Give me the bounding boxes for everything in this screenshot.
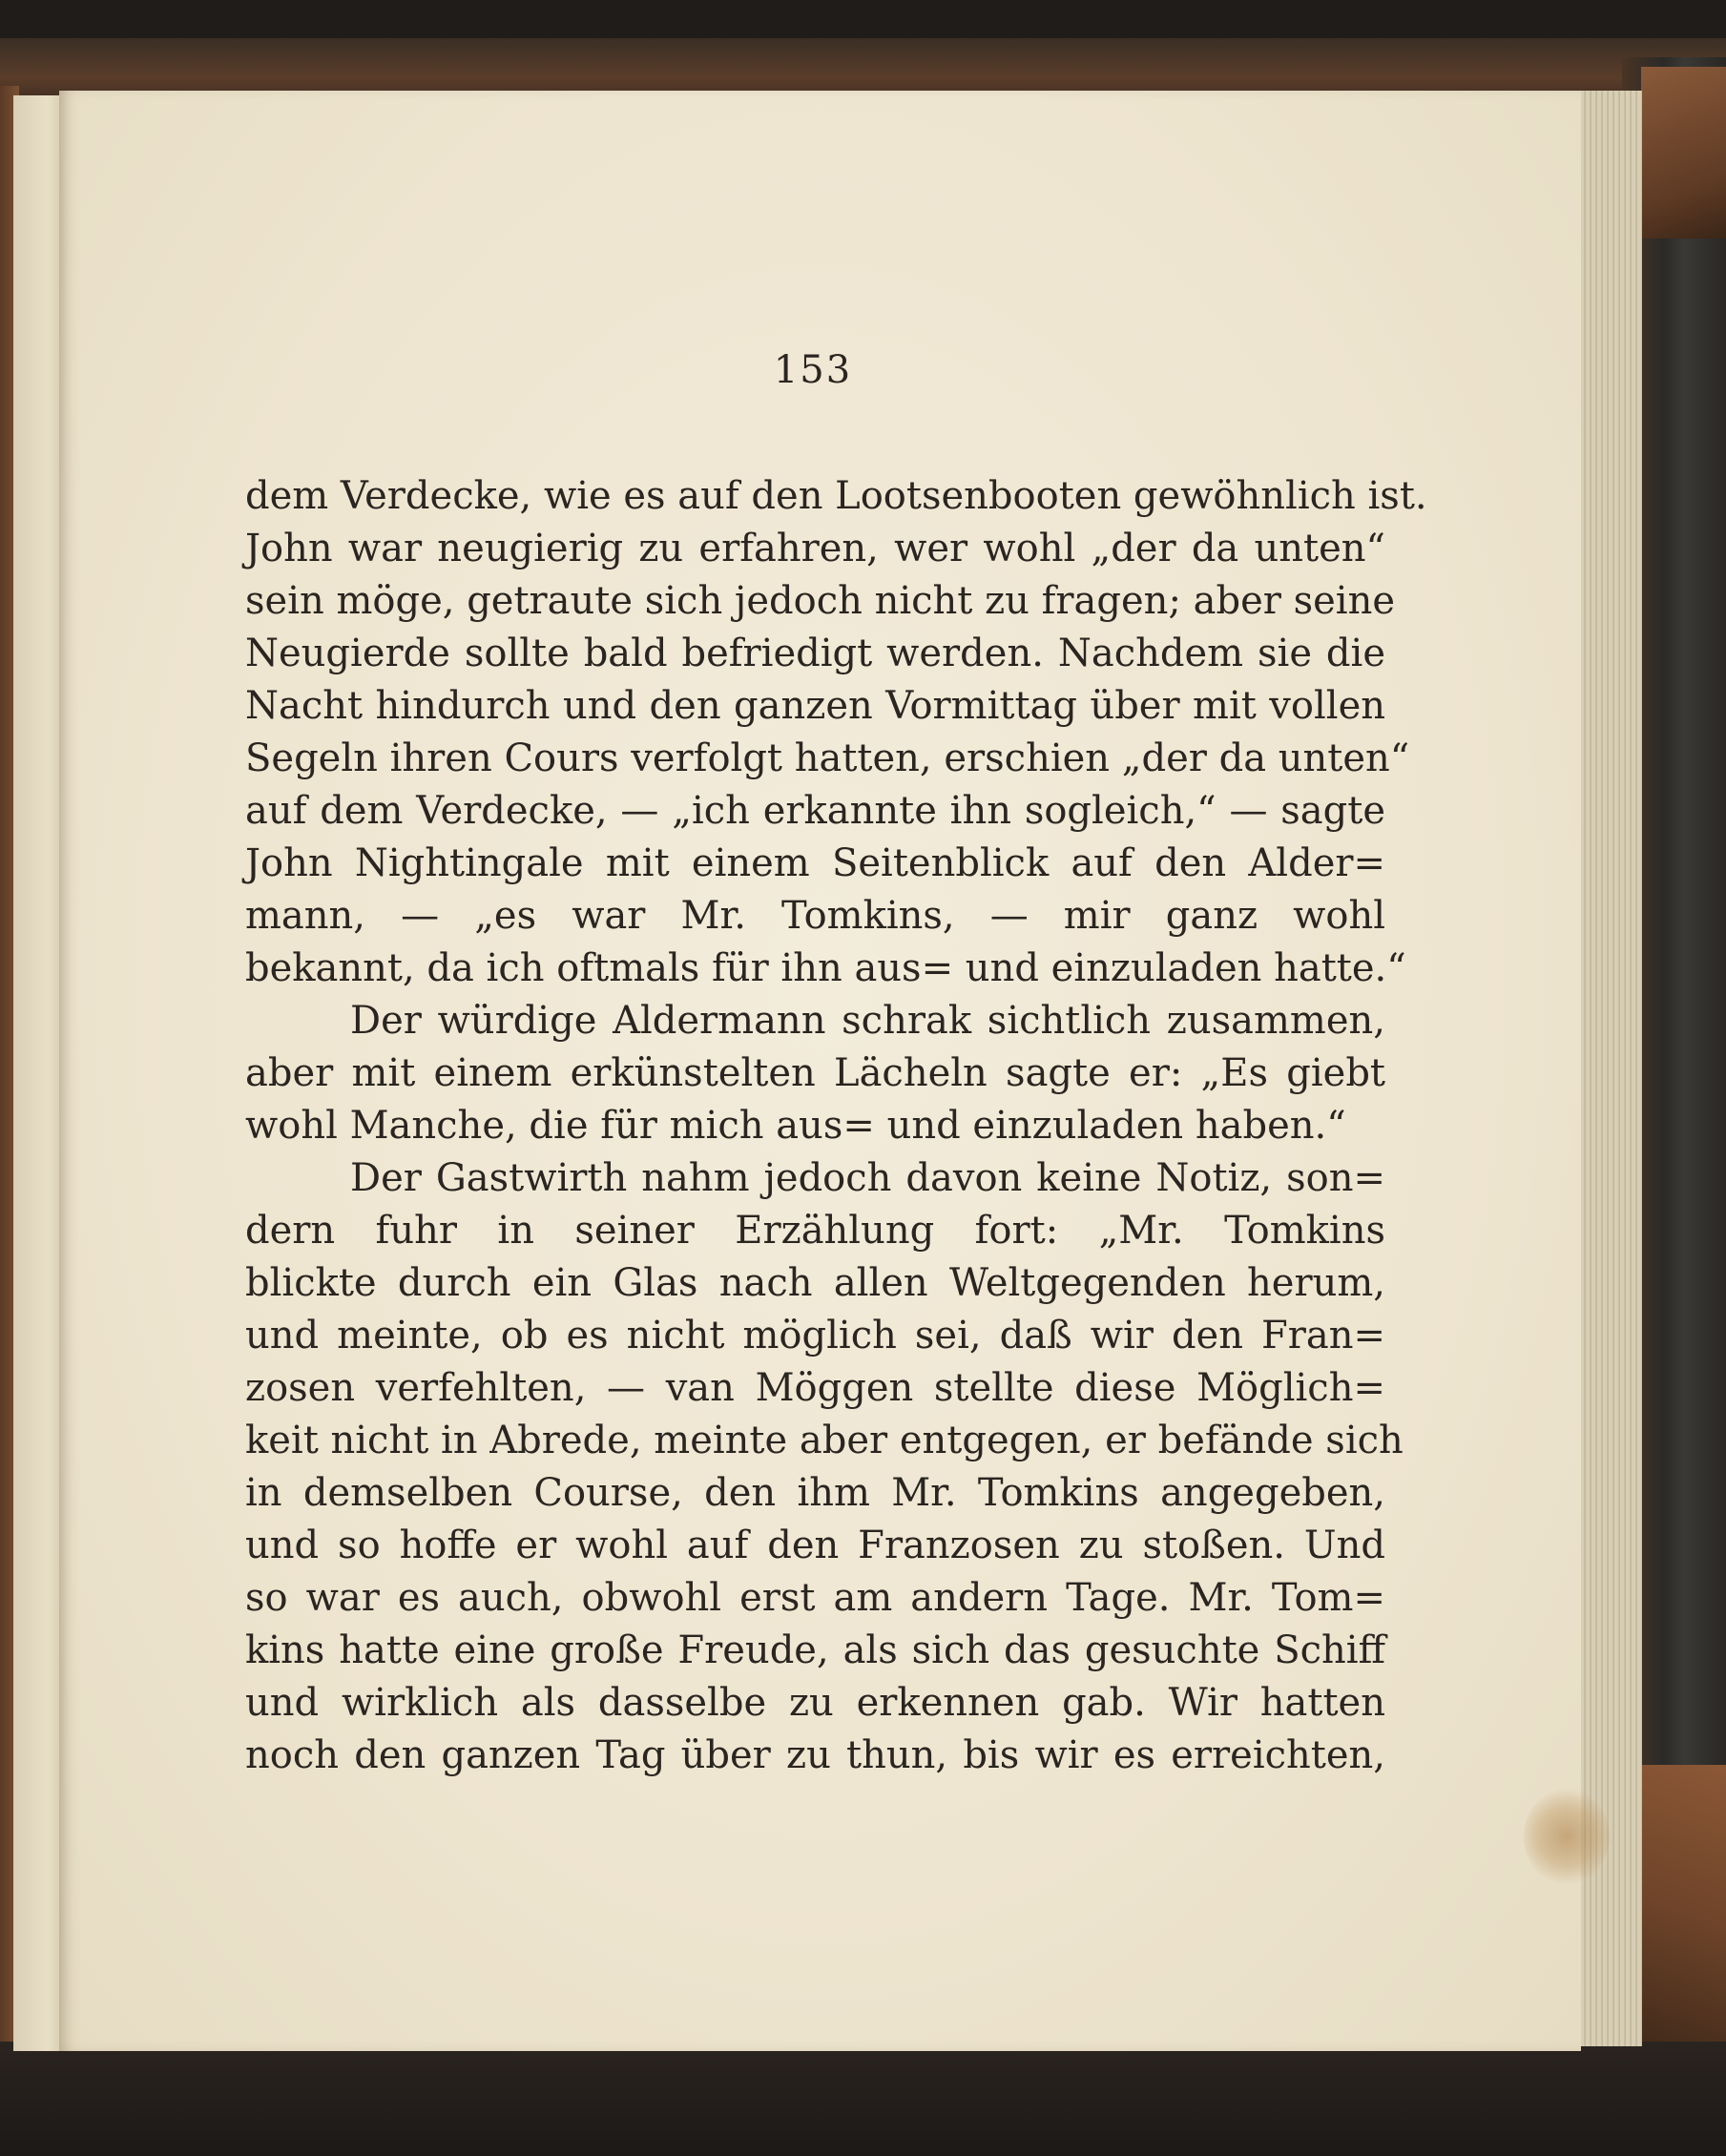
text-line: keit nicht in Abrede, meinte aber entgegen, er befände sich [245,1419,1404,1462]
text-line: mann, — „es war Mr. Tomkins, — mir ganz wohl [245,894,1385,938]
text-line: auf dem Verdecke, — „ich erkannte ihn sogleich,“ — sagte [245,789,1385,833]
text-line: zosen verfehlten, — van Möggen stellte diese Möglich= [245,1366,1385,1410]
page-stack-edges [1574,91,1642,2046]
book-cover-bottom-edge [0,2042,1726,2156]
text-line: und so hoffe er wohl auf den Franzosen zu stoßen. Und [245,1524,1385,1567]
text-line: Segeln ihren Cours verfolgt hatten, erschien „der da unten“ [245,736,1410,780]
text-line: dern fuhr in seiner Erzählung fort: „Mr. Tomkins [245,1209,1385,1253]
text-line: und wirklich als dasselbe zu erkennen gab. Wir hatten [245,1681,1385,1725]
text-line: blickte durch ein Glas nach allen Weltgegenden herum, [245,1261,1385,1305]
text-line: Nacht hindurch und den ganzen Vormittag über mit vollen [245,684,1385,728]
text-line: bekannt, da ich oftmals für ihn aus= und einzuladen hatte.“ [245,946,1406,990]
leather-corner-top [1641,67,1726,238]
text-line: dem Verdecke, wie es auf den Lootsenbooten gewöhnlich ist. [245,474,1427,518]
text-line: wohl Manche, die für mich aus= und einzuladen haben.“ [245,1104,1346,1148]
foxing-stain [1524,1789,1610,1884]
text-line: John war neugierig zu erfahren, wer wohl „der da unten“ [245,527,1385,570]
text-line: Der Gastwirth nahm jedoch davon keine Notiz, son= [350,1156,1385,1200]
text-line: so war es auch, obwohl erst am andern Tage. Mr. Tom= [245,1576,1385,1620]
text-line: kins hatte eine große Freude, als sich das gesuchte Schiff [245,1628,1385,1672]
text-line: John Nightingale mit einem Seitenblick auf den Alder= [245,841,1385,885]
text-line: Neugierde sollte bald befriedigt werden. Nachdem sie die [245,632,1385,675]
text-line: in demselben Course, den ihm Mr. Tomkins angegeben, [245,1471,1385,1515]
body-text [245,470,1427,1782]
text-line: sein möge, getraute sich jedoch nicht zu fragen; aber seine [245,579,1396,623]
leather-corner-bottom [1641,1765,1726,2070]
book-page [59,91,1581,2051]
page-number: 153 [773,348,853,392]
text-line: noch den ganzen Tag über zu thun, bis wir es erreichten, [245,1733,1385,1777]
text-line: und meinte, ob es nicht möglich sei, daß wir den Fran= [245,1314,1385,1358]
text-line: aber mit einem erkünstelten Lächeln sagte er: „Es giebt [245,1051,1385,1095]
text-line: Der würdige Aldermann schrak sichtlich zusammen, [350,999,1385,1043]
